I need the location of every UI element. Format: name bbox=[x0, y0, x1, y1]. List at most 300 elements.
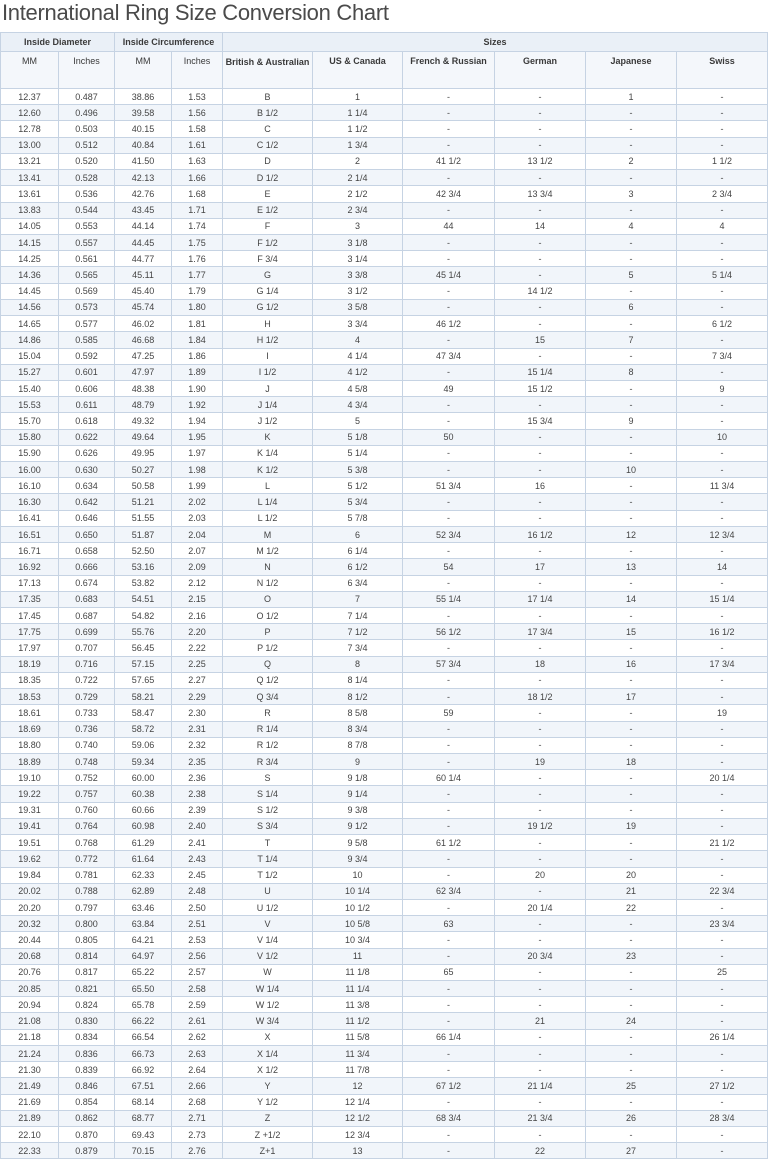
table-cell: 3 3/4 bbox=[313, 316, 403, 332]
table-cell: 60.38 bbox=[115, 786, 172, 802]
table-cell: 62 3/4 bbox=[403, 883, 495, 899]
table-cell: 0.707 bbox=[59, 640, 115, 656]
table-cell: - bbox=[677, 543, 768, 559]
table-cell: K 1/2 bbox=[223, 462, 313, 478]
table-cell: 1 1/2 bbox=[677, 153, 768, 169]
table-cell: 20.20 bbox=[1, 899, 59, 915]
table-cell: 0.592 bbox=[59, 348, 115, 364]
table-cell: - bbox=[677, 867, 768, 883]
table-cell: 15.70 bbox=[1, 413, 59, 429]
table-cell: 8 5/8 bbox=[313, 705, 403, 721]
table-cell: 22 bbox=[586, 899, 677, 915]
table-cell: 2.31 bbox=[172, 721, 223, 737]
table-cell: N 1/2 bbox=[223, 575, 313, 591]
table-cell: 44.45 bbox=[115, 234, 172, 250]
table-cell: 16.30 bbox=[1, 494, 59, 510]
table-cell: 11 1/4 bbox=[313, 981, 403, 997]
table-row bbox=[1, 591, 768, 607]
table-cell: 1.77 bbox=[172, 267, 223, 283]
table-cell: 19.84 bbox=[1, 867, 59, 883]
table-cell: 60.66 bbox=[115, 802, 172, 818]
table-cell: 2.36 bbox=[172, 770, 223, 786]
table-cell: 11 1/8 bbox=[313, 964, 403, 980]
group-header-sizes: Sizes bbox=[223, 33, 768, 52]
table-cell: - bbox=[586, 640, 677, 656]
table-cell: 1.89 bbox=[172, 364, 223, 380]
table-cell: 14.65 bbox=[1, 316, 59, 332]
table-cell: 13.41 bbox=[1, 170, 59, 186]
table-row bbox=[1, 656, 768, 672]
table-cell: - bbox=[495, 916, 586, 932]
table-cell: - bbox=[403, 121, 495, 137]
table-cell: - bbox=[403, 689, 495, 705]
table-cell: 21.89 bbox=[1, 1110, 59, 1126]
table-cell: 9 bbox=[586, 413, 677, 429]
table-cell: - bbox=[677, 575, 768, 591]
column-header-french-russian: French & Russian bbox=[403, 52, 495, 89]
table-cell: - bbox=[586, 835, 677, 851]
table-cell: 28 3/4 bbox=[677, 1110, 768, 1126]
table-cell: 1.79 bbox=[172, 283, 223, 299]
table-cell: - bbox=[677, 462, 768, 478]
table-cell: 0.740 bbox=[59, 737, 115, 753]
table-cell: 2.43 bbox=[172, 851, 223, 867]
table-cell: 0.839 bbox=[59, 1062, 115, 1078]
table-row bbox=[1, 218, 768, 234]
table-cell: 1 3/4 bbox=[313, 137, 403, 153]
table-cell: 10 bbox=[586, 462, 677, 478]
table-cell: - bbox=[495, 786, 586, 802]
table-cell: 0.496 bbox=[59, 105, 115, 121]
table-cell: - bbox=[403, 737, 495, 753]
table-cell: 21.49 bbox=[1, 1078, 59, 1094]
table-cell: - bbox=[677, 299, 768, 315]
table-cell: - bbox=[495, 316, 586, 332]
column-header-diameter-inches: Inches bbox=[59, 52, 115, 89]
table-cell: 13.00 bbox=[1, 137, 59, 153]
table-cell: 2.66 bbox=[172, 1078, 223, 1094]
table-cell: 68.14 bbox=[115, 1094, 172, 1110]
table-cell: 66.54 bbox=[115, 1029, 172, 1045]
table-cell: 2 1/2 bbox=[313, 186, 403, 202]
table-cell: - bbox=[495, 137, 586, 153]
table-cell: 14 bbox=[495, 218, 586, 234]
table-cell: 1.99 bbox=[172, 478, 223, 494]
table-cell: - bbox=[495, 429, 586, 445]
table-cell: 5 1/8 bbox=[313, 429, 403, 445]
table-cell: - bbox=[495, 462, 586, 478]
table-cell: 65.22 bbox=[115, 964, 172, 980]
table-cell: 0.817 bbox=[59, 964, 115, 980]
table-cell: - bbox=[586, 234, 677, 250]
table-cell: 0.626 bbox=[59, 445, 115, 461]
table-cell: 21 1/2 bbox=[677, 835, 768, 851]
table-cell: - bbox=[677, 1045, 768, 1061]
table-cell: 0.879 bbox=[59, 1143, 115, 1159]
table-cell: 2.39 bbox=[172, 802, 223, 818]
table-row bbox=[1, 753, 768, 769]
table-cell: - bbox=[495, 608, 586, 624]
table-cell: 0.824 bbox=[59, 997, 115, 1013]
table-cell: - bbox=[495, 397, 586, 413]
table-cell: - bbox=[586, 997, 677, 1013]
table-cell: F 3/4 bbox=[223, 251, 313, 267]
table-cell: - bbox=[403, 932, 495, 948]
table-cell: - bbox=[586, 770, 677, 786]
table-cell: W 1/2 bbox=[223, 997, 313, 1013]
table-cell: 0.618 bbox=[59, 413, 115, 429]
table-cell: 13 3/4 bbox=[495, 186, 586, 202]
table-cell: - bbox=[495, 234, 586, 250]
table-cell: - bbox=[677, 818, 768, 834]
table-cell: 12 1/4 bbox=[313, 1094, 403, 1110]
table-cell: 1.94 bbox=[172, 413, 223, 429]
table-cell: 65 bbox=[403, 964, 495, 980]
table-cell: 19.10 bbox=[1, 770, 59, 786]
table-cell: - bbox=[677, 608, 768, 624]
table-cell: - bbox=[403, 105, 495, 121]
table-cell: K bbox=[223, 429, 313, 445]
table-cell: 2.53 bbox=[172, 932, 223, 948]
table-cell: 22 3/4 bbox=[677, 883, 768, 899]
table-cell: - bbox=[403, 137, 495, 153]
table-cell: - bbox=[495, 1062, 586, 1078]
table-cell: P bbox=[223, 624, 313, 640]
table-cell: 68.77 bbox=[115, 1110, 172, 1126]
table-cell: 2.09 bbox=[172, 559, 223, 575]
table-cell: - bbox=[677, 1143, 768, 1159]
table-cell: 45.11 bbox=[115, 267, 172, 283]
table-cell: S 1/2 bbox=[223, 802, 313, 818]
table-cell: 5 1/4 bbox=[677, 267, 768, 283]
table-cell: - bbox=[495, 89, 586, 105]
table-cell: 17.35 bbox=[1, 591, 59, 607]
table-cell: 12 3/4 bbox=[313, 1127, 403, 1143]
table-cell: 12.60 bbox=[1, 105, 59, 121]
table-cell: 19.51 bbox=[1, 835, 59, 851]
table-cell: O 1/2 bbox=[223, 608, 313, 624]
table-cell: - bbox=[403, 786, 495, 802]
table-row bbox=[1, 689, 768, 705]
table-cell: - bbox=[495, 770, 586, 786]
table-row bbox=[1, 267, 768, 283]
table-cell: 54.51 bbox=[115, 591, 172, 607]
table-cell: 58.72 bbox=[115, 721, 172, 737]
table-row bbox=[1, 380, 768, 396]
table-cell: 13 1/2 bbox=[495, 153, 586, 169]
table-cell: V 1/4 bbox=[223, 932, 313, 948]
table-cell: 6 1/4 bbox=[313, 543, 403, 559]
table-cell: - bbox=[586, 608, 677, 624]
table-cell: 24 bbox=[586, 1013, 677, 1029]
table-cell: 3 1/2 bbox=[313, 283, 403, 299]
table-cell: 0.729 bbox=[59, 689, 115, 705]
table-cell: 12 bbox=[313, 1078, 403, 1094]
table-cell: 10 bbox=[313, 867, 403, 883]
table-cell: 21.30 bbox=[1, 1062, 59, 1078]
table-row bbox=[1, 770, 768, 786]
table-cell: 57 3/4 bbox=[403, 656, 495, 672]
table-cell: 0.622 bbox=[59, 429, 115, 445]
table-cell: 0.561 bbox=[59, 251, 115, 267]
table-cell: - bbox=[495, 964, 586, 980]
table-cell: 63 bbox=[403, 916, 495, 932]
table-row bbox=[1, 299, 768, 315]
table-cell: 0.658 bbox=[59, 543, 115, 559]
table-cell: 1 1/4 bbox=[313, 105, 403, 121]
table-cell: 15 1/4 bbox=[495, 364, 586, 380]
table-cell: F bbox=[223, 218, 313, 234]
table-cell: 44.77 bbox=[115, 251, 172, 267]
table-cell: - bbox=[586, 397, 677, 413]
table-cell: - bbox=[677, 397, 768, 413]
table-cell: 0.634 bbox=[59, 478, 115, 494]
table-cell: 0.611 bbox=[59, 397, 115, 413]
table-cell: 16.71 bbox=[1, 543, 59, 559]
table-cell: 0.772 bbox=[59, 851, 115, 867]
table-cell: 5 bbox=[586, 267, 677, 283]
table-cell: 45 1/4 bbox=[403, 267, 495, 283]
table-cell: 19 bbox=[586, 818, 677, 834]
table-cell: T 1/4 bbox=[223, 851, 313, 867]
table-cell: 21 1/4 bbox=[495, 1078, 586, 1094]
table-cell: 5 1/2 bbox=[313, 478, 403, 494]
table-cell: 68 3/4 bbox=[403, 1110, 495, 1126]
table-cell: W 3/4 bbox=[223, 1013, 313, 1029]
table-cell: 0.733 bbox=[59, 705, 115, 721]
table-cell: 59.06 bbox=[115, 737, 172, 753]
table-row bbox=[1, 835, 768, 851]
table-cell: 19.62 bbox=[1, 851, 59, 867]
table-cell: - bbox=[586, 1029, 677, 1045]
table-cell: D bbox=[223, 153, 313, 169]
table-cell: 0.836 bbox=[59, 1045, 115, 1061]
table-cell: 22.33 bbox=[1, 1143, 59, 1159]
table-row bbox=[1, 1062, 768, 1078]
column-header-japanese: Japanese bbox=[586, 52, 677, 89]
table-cell: 1.68 bbox=[172, 186, 223, 202]
table-cell: - bbox=[586, 575, 677, 591]
table-cell: 48.79 bbox=[115, 397, 172, 413]
table-cell: 9 1/8 bbox=[313, 770, 403, 786]
table-cell: J bbox=[223, 380, 313, 396]
table-cell: 10 5/8 bbox=[313, 916, 403, 932]
table-row bbox=[1, 332, 768, 348]
table-cell: 5 bbox=[313, 413, 403, 429]
table-cell: 14.36 bbox=[1, 267, 59, 283]
table-cell: 63.46 bbox=[115, 899, 172, 915]
table-cell: - bbox=[677, 932, 768, 948]
table-cell: 0.870 bbox=[59, 1127, 115, 1143]
table-cell: 8 bbox=[586, 364, 677, 380]
table-cell: - bbox=[677, 672, 768, 688]
table-row bbox=[1, 899, 768, 915]
table-cell: 13.61 bbox=[1, 186, 59, 202]
table-cell: 0.650 bbox=[59, 526, 115, 542]
table-cell: 2.57 bbox=[172, 964, 223, 980]
table-cell: 54 bbox=[403, 559, 495, 575]
table-cell: 64.21 bbox=[115, 932, 172, 948]
table-cell: 1.97 bbox=[172, 445, 223, 461]
table-cell: - bbox=[495, 851, 586, 867]
table-cell: 9 1/2 bbox=[313, 818, 403, 834]
table-row bbox=[1, 948, 768, 964]
table-cell: 1.71 bbox=[172, 202, 223, 218]
table-cell: 1.63 bbox=[172, 153, 223, 169]
table-cell: - bbox=[495, 997, 586, 1013]
table-cell: 45.40 bbox=[115, 283, 172, 299]
table-cell: 15 1/4 bbox=[677, 591, 768, 607]
table-cell: 43.45 bbox=[115, 202, 172, 218]
table-cell: 1 1/2 bbox=[313, 121, 403, 137]
table-cell: - bbox=[677, 202, 768, 218]
table-cell: 1.92 bbox=[172, 397, 223, 413]
table-cell: 56.45 bbox=[115, 640, 172, 656]
table-cell: D 1/2 bbox=[223, 170, 313, 186]
table-cell: 59 bbox=[403, 705, 495, 721]
table-cell: 0.630 bbox=[59, 462, 115, 478]
table-row bbox=[1, 981, 768, 997]
table-cell: - bbox=[586, 705, 677, 721]
table-cell: 8 3/4 bbox=[313, 721, 403, 737]
table-cell: 0.565 bbox=[59, 267, 115, 283]
table-cell: M bbox=[223, 526, 313, 542]
table-cell: 7 bbox=[313, 591, 403, 607]
table-cell: 0.830 bbox=[59, 1013, 115, 1029]
table-row bbox=[1, 413, 768, 429]
table-cell: 6 1/2 bbox=[677, 316, 768, 332]
table-cell: 46 1/2 bbox=[403, 316, 495, 332]
table-cell: - bbox=[677, 105, 768, 121]
table-cell: 21.18 bbox=[1, 1029, 59, 1045]
table-cell: 11 3/8 bbox=[313, 997, 403, 1013]
table-row bbox=[1, 1078, 768, 1094]
table-cell: 9 bbox=[313, 753, 403, 769]
table-cell: - bbox=[403, 948, 495, 964]
table-cell: 4 bbox=[586, 218, 677, 234]
table-cell: 2.03 bbox=[172, 510, 223, 526]
table-cell: J 1/2 bbox=[223, 413, 313, 429]
table-cell: 25 bbox=[586, 1078, 677, 1094]
table-cell: 0.716 bbox=[59, 656, 115, 672]
table-cell: Z bbox=[223, 1110, 313, 1126]
table-cell: 15.90 bbox=[1, 445, 59, 461]
table-cell: - bbox=[403, 1013, 495, 1029]
table-cell: 2.15 bbox=[172, 591, 223, 607]
table-cell: - bbox=[677, 721, 768, 737]
table-cell: 19 1/2 bbox=[495, 818, 586, 834]
table-cell: 10 1/4 bbox=[313, 883, 403, 899]
table-row bbox=[1, 251, 768, 267]
table-cell: 25 bbox=[677, 964, 768, 980]
table-row bbox=[1, 1143, 768, 1159]
table-cell: 0.699 bbox=[59, 624, 115, 640]
table-cell: 17.45 bbox=[1, 608, 59, 624]
table-cell: - bbox=[677, 1013, 768, 1029]
table-cell: - bbox=[677, 802, 768, 818]
table-cell: 17 3/4 bbox=[495, 624, 586, 640]
table-cell: - bbox=[403, 510, 495, 526]
table-cell: 8 bbox=[313, 656, 403, 672]
table-cell: L 1/2 bbox=[223, 510, 313, 526]
table-cell: - bbox=[677, 640, 768, 656]
table-cell: 18.80 bbox=[1, 737, 59, 753]
table-row bbox=[1, 153, 768, 169]
table-cell: 44.14 bbox=[115, 218, 172, 234]
table-cell: 7 1/4 bbox=[313, 608, 403, 624]
table-cell: - bbox=[677, 283, 768, 299]
table-cell: 2.48 bbox=[172, 883, 223, 899]
table-cell: 42.76 bbox=[115, 186, 172, 202]
table-cell: 2 3/4 bbox=[313, 202, 403, 218]
table-cell: 51.55 bbox=[115, 510, 172, 526]
column-header-diameter-mm: MM bbox=[1, 52, 59, 89]
table-cell: 63.84 bbox=[115, 916, 172, 932]
table-cell: 16 1/2 bbox=[495, 526, 586, 542]
table-cell: 21 bbox=[586, 883, 677, 899]
table-cell: G bbox=[223, 267, 313, 283]
table-cell: 16.00 bbox=[1, 462, 59, 478]
table-cell: 1.90 bbox=[172, 380, 223, 396]
table-cell: 66 1/4 bbox=[403, 1029, 495, 1045]
table-cell: 1.66 bbox=[172, 170, 223, 186]
table-cell: - bbox=[495, 883, 586, 899]
table-cell: - bbox=[495, 981, 586, 997]
table-body bbox=[1, 89, 768, 1159]
table-cell: - bbox=[403, 575, 495, 591]
table-cell: - bbox=[586, 283, 677, 299]
table-cell: - bbox=[586, 543, 677, 559]
table-cell: - bbox=[586, 851, 677, 867]
table-cell: 69.43 bbox=[115, 1127, 172, 1143]
table-cell: 20.02 bbox=[1, 883, 59, 899]
table-cell: - bbox=[495, 1029, 586, 1045]
table-cell: 6 bbox=[586, 299, 677, 315]
table-cell: - bbox=[586, 802, 677, 818]
table-cell: - bbox=[586, 445, 677, 461]
table-cell: - bbox=[586, 1127, 677, 1143]
table-cell: 8 1/4 bbox=[313, 672, 403, 688]
table-cell: 58.21 bbox=[115, 689, 172, 705]
table-cell: - bbox=[495, 575, 586, 591]
table-cell: - bbox=[495, 121, 586, 137]
table-cell: 9 3/4 bbox=[313, 851, 403, 867]
table-cell: R 3/4 bbox=[223, 753, 313, 769]
table-cell: 9 1/4 bbox=[313, 786, 403, 802]
table-cell: 1 bbox=[586, 89, 677, 105]
table-cell: - bbox=[677, 445, 768, 461]
table-cell: G 1/2 bbox=[223, 299, 313, 315]
table-cell: - bbox=[586, 964, 677, 980]
table-cell: 0.601 bbox=[59, 364, 115, 380]
table-cell: 23 3/4 bbox=[677, 916, 768, 932]
table-cell: - bbox=[495, 640, 586, 656]
table-row bbox=[1, 543, 768, 559]
table-cell: - bbox=[403, 1094, 495, 1110]
table-cell: 14.15 bbox=[1, 234, 59, 250]
table-cell: 1.75 bbox=[172, 234, 223, 250]
table-cell: 0.646 bbox=[59, 510, 115, 526]
table-cell: - bbox=[586, 737, 677, 753]
table-cell: - bbox=[495, 705, 586, 721]
table-cell: 4 1/4 bbox=[313, 348, 403, 364]
table-cell: - bbox=[586, 510, 677, 526]
table-cell: 1.81 bbox=[172, 316, 223, 332]
table-cell: 9 3/8 bbox=[313, 802, 403, 818]
table-cell: Q bbox=[223, 656, 313, 672]
table-cell: 50.27 bbox=[115, 462, 172, 478]
table-cell: - bbox=[495, 105, 586, 121]
